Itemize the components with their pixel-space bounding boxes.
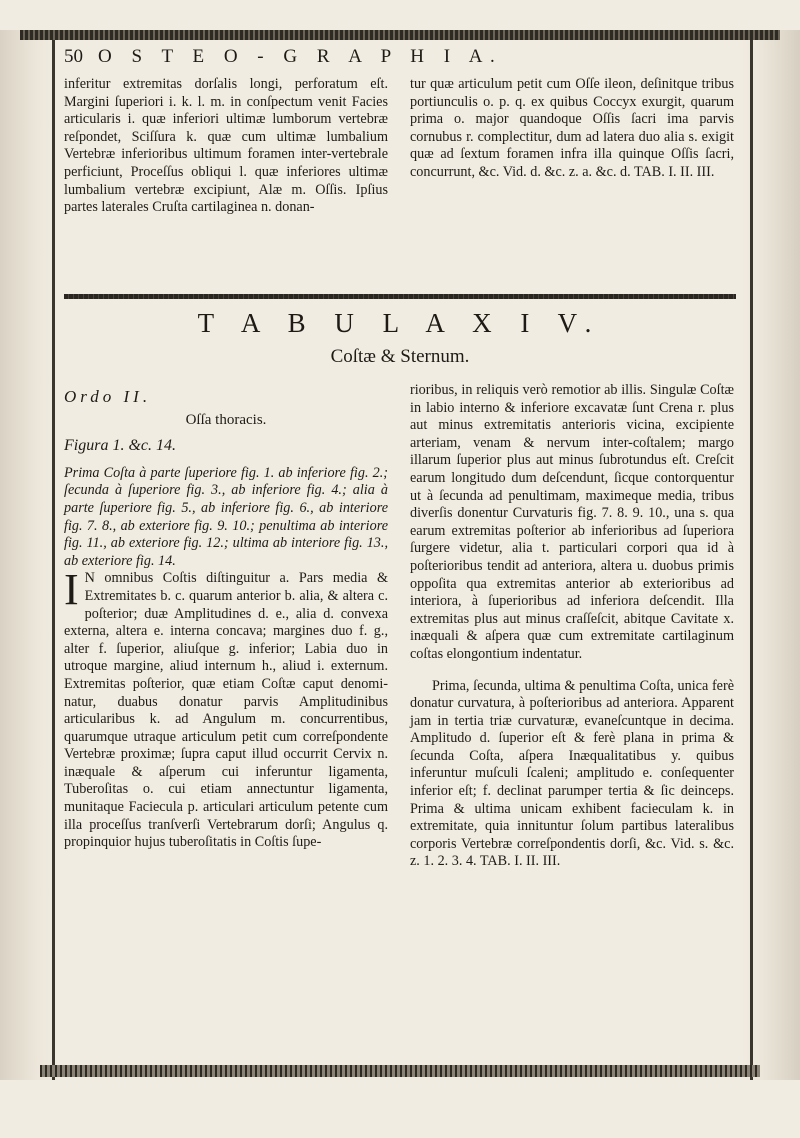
main-paragraph-text: N omnibus Coſtis diſtinguitur a. Pars media & Extremitates b. c. quarum anterior b. alia, & altera c. poſterior; duæ Amplitudines d. e., alia d. convexa externa, altera e. interna concava; margines duo f. g., alter f. ſuperior, aliuſque g. inferior; Labia duo in utroque margine, aliud internum h., aliud i. externum. Extremitas poſterior, quæ etiam Coſtæ caput denominatur, duabus donatur parvis Amplitudinibus articularibus k. ad Angulum m. concurrentibus, quarumque utraque articulum petit cum correſpondente Vertebræ proximæ; ſupra caput illud occurrit Cervix n. inæquale & aſperum cui inferuntur ligamenta, Tuberoſitas o. cui etiam annectuntur ligamenta, munitaque Faciecula p. articulari articulum petente cum illa proceſſus tranſverſi Vertebrarum dorſi; Angulus q. propinquior hujus tuberoſitatis in Coſtis ſupe- [64,570,388,851]
main-paragraph [64,565,388,852]
left-page-edge [0,30,60,1080]
top-right-text: tur quæ articulum petit cum Oſſe ileon, deſinitque tribus portiunculis o. p. q. ex quibus Coccyx exurgit, quarum prima o. major quandoque Oſſis ſacri ima parvis cornubus r. complectitur, dum ad latera duo alia s. exigit quæ ad ſextum foramen infra illa quinque Oſſis ſacri, concurrunt, &c. Vid. d. &c. z. a. &c. d. TAB. I. II. III. [410,76,734,180]
tabula-subtitle: Coſtæ & Sternum. [330,346,470,367]
ossa-heading: Oſſa thoracis. [185,411,267,428]
section-divider [64,294,736,299]
ordo-heading: Ordo II. [64,387,152,406]
top-left-text: inferitur extremitas dorſalis longi, perforatum eſt. Margini ſuperiori i. k. l. m. in conſpectum venit Facies articularis i. quæ inferiori ultimæ lumborum vertebræ reſpondet, Sciſſura k. quæ cum ultimæ lumbalium Vertebræ inferioribus ultimum foramen inter-vertebrale perficiunt, Proceſſus obliqui l. quæ inferiores ultimæ lumbalium vertebræ excipiunt, Alæ m. Oſſis. Ipſius partes laterales Cruſta cartilaginea n. donan- [64,76,388,216]
figure-list: Prima Coſta à parte ſuperiore fig. 1. ab inferiore fig. 2.; ſecunda à ſuperiore fig. 3., ab inferiore fig. 4.; alia à parte ſuperiore fig. 5., ab inferiore fig. 6., ab interiore fig. 7. 8., ab exteriore fig. 9. 10.; penultima ab interiore fig. 11., ab exteriore fig. 12.; ultima ab interiore fig. 13., ab exteriore fig. 14. [64,464,388,569]
top-right-column [410,76,734,182]
right-page-edge [740,30,800,1080]
tabula-title: T A B U L A X I V. [197,308,603,338]
running-title: O S T E O - G R A P H I A. [98,46,503,67]
body-left-column [64,380,388,852]
body-right-column [410,382,734,871]
bottom-border-rule [40,1065,760,1077]
right-paragraph-2: Prima, ſecunda, ultima & penultima Coſta, unica ferè donatur curvatura, à poſterioribus ad anteriora. Apparent jam in tertia triæ curvaturæ, evaneſcuntque in decima. Amplitudo d. ſuperior eſt & ferè plana in prima & ſecunda Coſta, aſpera Inæqualitatibus y. quibus inferuntur muſculi ſcaleni; amplitudo e. conſequenter inferior eſt; f. declinat parumper tertia & ſic deinceps. Prima & ultima unicam exhibent facieculam k. in extremitate, quia innituntur ſolum partibus lateralibus corporis Vertebræ correſpondentis dorſi, &c. Vid. s. &c. z. 1. 2. 3. 4. TAB. I. II. III. [410,677,734,870]
drop-cap: I [64,565,79,615]
figura-heading: Figura 1. &c. 14. [64,437,176,455]
page-header [64,44,736,74]
top-border-rule [20,30,780,40]
document-page [64,44,736,870]
page-number: 50 [64,46,83,67]
top-left-column [64,76,388,217]
right-paragraph-1: rioribus, in reliquis verò remotior ab illis. Singulæ Coſtæ in labio interno & inferiore excavatæ ſunt Crena r. plus aut minus extremitatis anterioris vicina, excipiente arteriam, venam & nervum inter-coſtalem; margo illarum ſuperior plus aut minus ſubrotundus eſt. Creſcit earum longitudo dum deſcendunt, ſicque contorquentur ut à ſecunda ad penultimam, maximeque media, tribus diverſis donentur Curvaturis fig. 7. 8. 9. 10., una s. qua earum extremitas poſterior ab inferioribus ad ſuperiora ſurgere videtur, alia t. particulari corpori qua id à poſterioribus tendit ad anteriora, altera u. duobus primis oppoſita qua extremitas anterior ab exterioribus ad interiora, à ſuperioribus ad inferiora deſcendit. Illa extremitas plus aut minus craſſeſcit, abitque Cavitate x. inæquali & aſpera quæ cum extremitate cartilaginum coſtas elongontium indentatur. [410,382,734,662]
